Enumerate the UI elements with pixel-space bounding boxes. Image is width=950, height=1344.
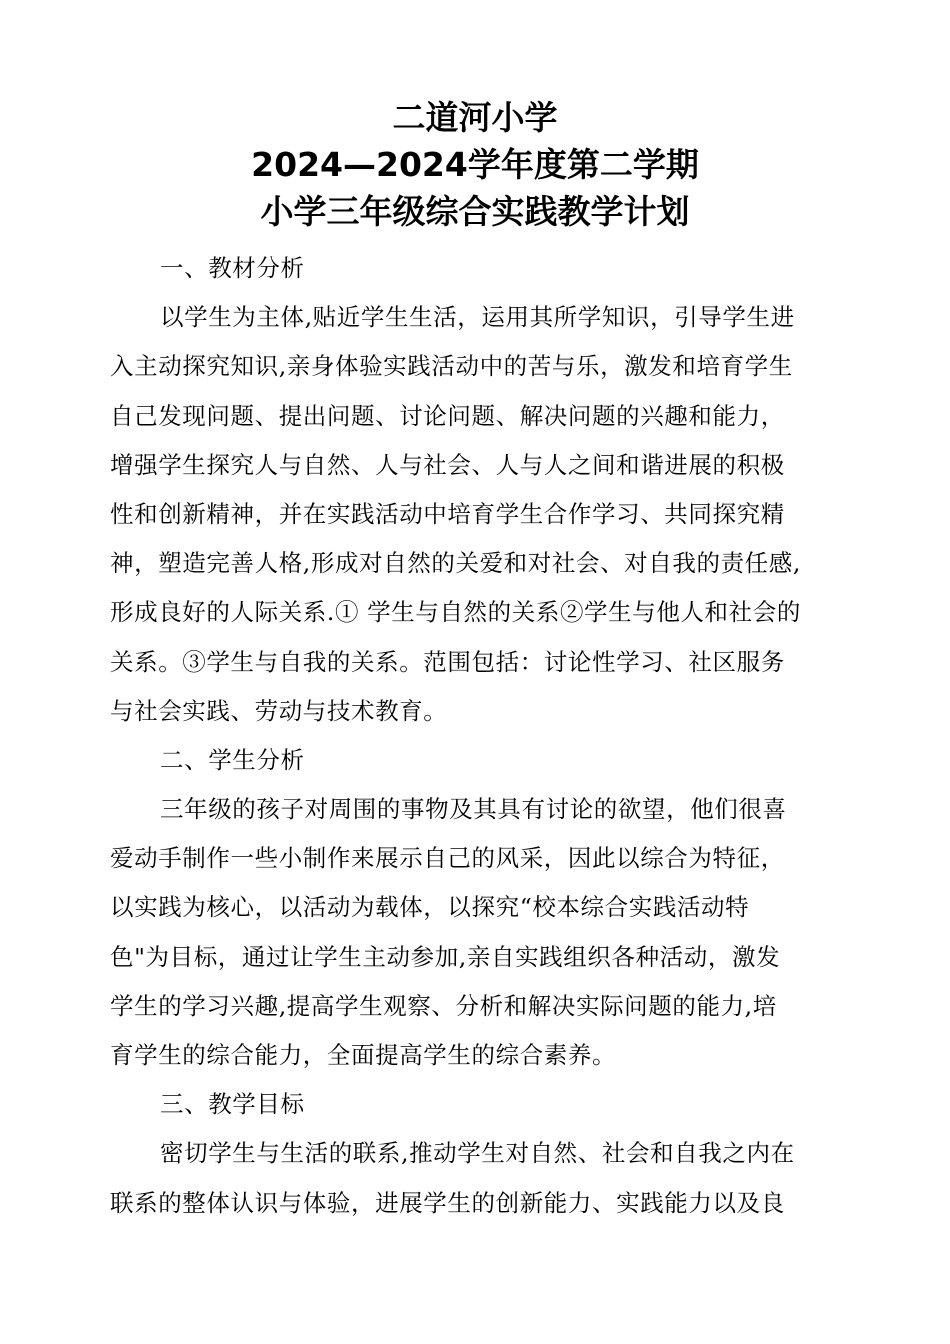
section-heading-textbook-analysis: 一、教材分析 [160, 254, 305, 282]
paragraph-line: 以实践为核心，以活动为载体，以探究“校本综合实践活动特 [110, 893, 750, 922]
document-title-block [0, 94, 950, 235]
paragraph-line: 学生的学习兴趣,提高学生观察、分析和解决实际问题的能力,培 [110, 991, 777, 1020]
paragraph-line: 性和创新精神，并在实践活动中培育学生合作学习、共同探究精 [110, 499, 785, 528]
paragraph-line: 入主动探究知识,亲身体验实践活动中的苦与乐，激发和培育学生 [110, 352, 793, 381]
paragraph-line: 关系。③学生与自我的关系。范围包括：讨论性学习、社区服务 [110, 647, 785, 676]
paragraph-line: 神，塑造完善人格,形成对自然的关爱和对社会、对自我的责任感, [110, 549, 801, 578]
paragraph-line: 爱动手制作一些小制作来展示自己的风采，因此以综合为特征， [110, 844, 785, 873]
section-heading-student-analysis: 二、学生分析 [160, 745, 305, 774]
paragraph-line: 联系的整体认识与体验，进展学生的创新能力、实践能力以及良 [110, 1188, 785, 1217]
paragraph-line: 形成良好的人际关系.① 学生与自然的关系②学生与他人和社会的 [110, 598, 801, 627]
school-name-title: 二道河小学 [392, 98, 558, 137]
paragraph-line: 以学生为主体,贴近学生生活，运用其所学知识，引导学生进 [160, 303, 795, 332]
section-heading-teaching-goals: 三、教学目标 [160, 1090, 305, 1119]
paragraph-line: 自己发现问题、提出问题、讨论问题、解决问题的兴趣和能力， [110, 401, 785, 430]
paragraph-line: 三年级的孩子对周围的事物及其具有讨论的欲望，他们很喜 [160, 795, 787, 824]
paragraph-line: 密切学生与生活的联系,推动学生对自然、社会和自我之内在 [160, 1139, 795, 1168]
paragraph-line: 色"为目标，通过让学生主动参加,亲自实践组织各种活动，激发 [110, 942, 781, 971]
paragraph-line: 育学生的综合能力，全面提高学生的综合素养。 [110, 1041, 617, 1069]
paragraph-line: 增强学生探究人与自然、人与社会、人与人之间和谐进展的积极 [110, 450, 785, 479]
paragraph-line: 与社会实践、劳动与技术教育。 [110, 696, 448, 725]
document-body [110, 244, 850, 1228]
semester-title: 2024—2024学年度第二学期 [251, 145, 699, 184]
plan-title: 小学三年级综合实践教学计划 [260, 192, 690, 231]
